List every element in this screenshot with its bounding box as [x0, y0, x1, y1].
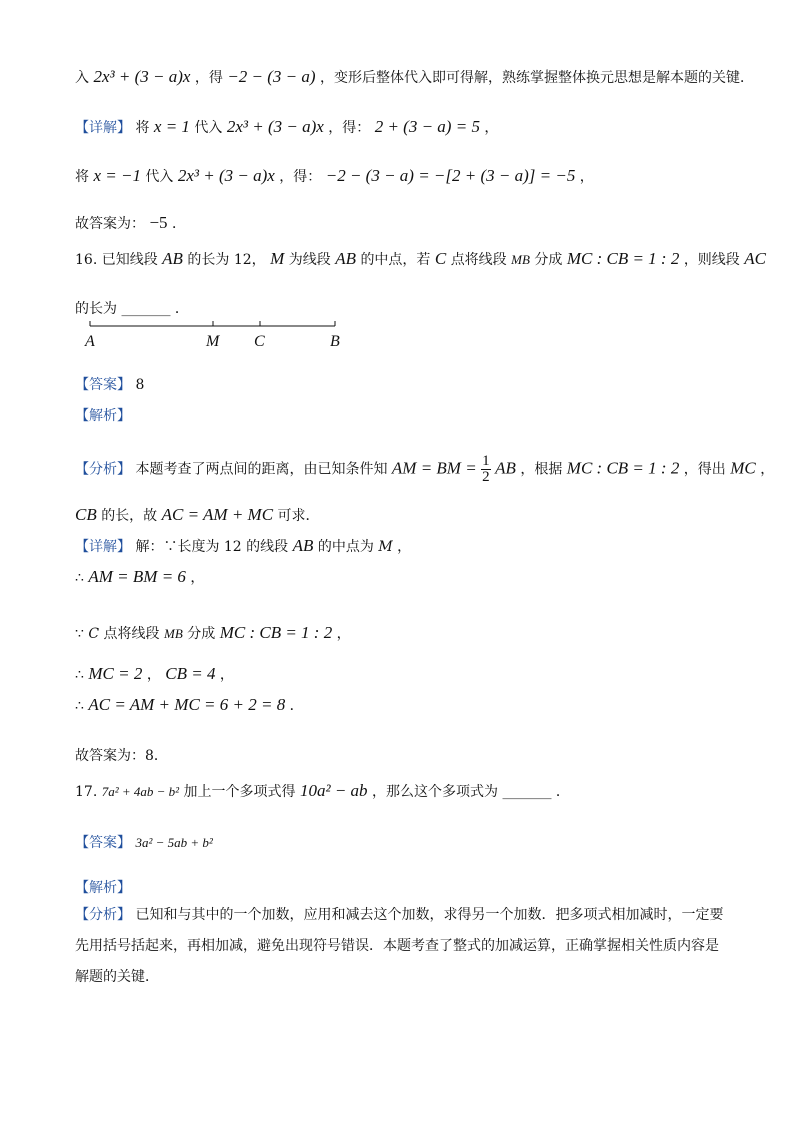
therefore-symbol: ∴: [75, 698, 84, 714]
text: ，得: [194, 70, 223, 86]
text: 的长为 12，: [187, 252, 266, 268]
analysis-tag: 【解析】: [75, 880, 131, 896]
analysis-16: [75, 454, 774, 485]
answer-tag: 【答案】: [75, 835, 131, 851]
text: ，根据: [520, 461, 563, 478]
text-line: [75, 166, 594, 186]
text: 代入: [194, 120, 223, 136]
math-expression: MC : CB = 1 : 2: [566, 458, 680, 478]
text: 分成: [187, 626, 216, 642]
math-expression: CB: [75, 505, 97, 524]
question-16: [75, 249, 766, 269]
math-expression: 2 + (3 − a) = 5: [374, 117, 480, 136]
math-expression: AB: [292, 536, 314, 555]
math-expression: AC = AM + MC: [161, 505, 274, 524]
detail-tag: 【详解】: [75, 120, 131, 136]
text: ，则线段: [683, 252, 740, 268]
math-expression: AC: [744, 249, 766, 268]
step-4: [75, 695, 304, 715]
text: 已知和与其中的一个加数，应用和减去这个加数，求得另一个加数．把多项式相加减时，一定要: [135, 907, 724, 923]
math-expression: MC: [730, 458, 756, 478]
answer-blank: _______: [502, 784, 552, 800]
text: 分成: [534, 252, 563, 268]
math-expression: MB: [511, 252, 530, 267]
text: ，变形后整体代入即可得解，熟练掌握整体换元思想是解本题的关键．: [320, 70, 755, 86]
math-expression: AB: [495, 458, 516, 478]
math-expression: 10a² − ab: [299, 781, 368, 800]
text: 可求．: [277, 508, 320, 524]
text: ，: [219, 667, 234, 683]
text-line: [75, 117, 498, 137]
fraction: [481, 454, 491, 485]
text: ．: [555, 784, 570, 800]
analysis-tag: 【解析】: [75, 408, 131, 424]
text: 故答案为：: [75, 216, 145, 232]
answer-value: 3a² − 5ab + b²: [135, 835, 213, 850]
answer-tag: 【答案】: [75, 377, 131, 393]
text: ．: [289, 698, 304, 714]
detail-tag: 【详解】: [75, 539, 131, 555]
text: 的长为: [75, 301, 117, 317]
text: ，: [190, 570, 205, 586]
math-expression: −5: [149, 213, 168, 232]
fraction-numerator: 1: [482, 453, 490, 469]
text: 本题考查了两点间的距离，由已知条件知: [135, 461, 388, 478]
point-label-a: A: [85, 333, 95, 350]
analysis-17-line2: [75, 935, 719, 955]
question-16-line2: [75, 298, 189, 318]
text: 先用括号括起来，再相加减，避免出现符号错误．本题考查了整式的加减运算，正确掌握相关性质内容是: [75, 938, 719, 954]
text: 的中点，若: [360, 252, 431, 268]
text: ，: [146, 667, 161, 683]
answer-16: [75, 374, 144, 394]
math-expression: 2x³ + (3 − a)x: [226, 117, 324, 136]
math-expression: −2 − (3 − a) = −[2 + (3 − a)] = −5: [325, 166, 576, 185]
math-expression: 2x³ + (3 − a)x: [177, 166, 275, 185]
analysis-17-header: [75, 877, 131, 897]
text: 故答案为：8．: [75, 748, 168, 764]
math-expression: CB = 4: [165, 664, 216, 683]
math-expression: 7a² + 4ab − b²: [101, 784, 180, 799]
point-label-m: M: [206, 333, 220, 350]
math-expression: −2 − (3 − a): [227, 67, 316, 86]
math-expression: AM = BM =: [391, 458, 477, 478]
text: ．: [172, 216, 186, 232]
question-number: 16. 已知线段: [75, 252, 158, 268]
text: ，: [579, 169, 594, 185]
point-label-c: C: [254, 333, 265, 350]
analysis-label: 【分析】: [75, 461, 131, 478]
text: ，: [397, 539, 412, 555]
math-expression: C: [434, 249, 447, 268]
step-5: [75, 745, 168, 765]
text: ，: [336, 626, 351, 642]
text: ，得：: [328, 120, 371, 136]
text: 的长，故: [101, 508, 158, 524]
text: ，: [484, 120, 499, 136]
math-expression: AB: [335, 249, 356, 268]
analysis-17: [75, 904, 723, 924]
text: ，那么这个多项式为: [372, 784, 498, 800]
text-line: [75, 213, 186, 233]
step-1: [75, 567, 204, 587]
math-expression: x = −1: [93, 166, 141, 185]
therefore-symbol: ∴: [75, 667, 84, 683]
step-3: [75, 664, 234, 684]
text: 入: [75, 70, 89, 86]
answer-value: 8: [135, 377, 145, 393]
text-line: [75, 67, 754, 87]
answer-blank: _______: [121, 301, 171, 317]
math-expression: MC : CB = 1 : 2: [219, 623, 333, 642]
math-expression: MC = 2: [88, 664, 143, 683]
text: ，得：: [279, 169, 322, 185]
text: 将: [135, 120, 150, 136]
fraction-denominator: 2: [482, 469, 490, 485]
text: 将: [75, 169, 89, 185]
analysis-17-line3: [75, 966, 159, 986]
step-2: [75, 623, 351, 643]
text: 点将线段: [103, 626, 160, 642]
math-expression: AM = BM = 6: [88, 567, 186, 586]
because-symbol: ∵: [75, 626, 84, 642]
math-expression: AC = AM + MC = 6 + 2 = 8: [88, 695, 286, 714]
question-number: 17.: [75, 784, 98, 800]
text: 加上一个多项式得: [183, 784, 296, 800]
question-17: [75, 781, 570, 801]
math-expression: MC : CB = 1 : 2: [566, 249, 680, 268]
text: 的中点为: [317, 539, 374, 555]
analysis-label: 【分析】: [75, 907, 131, 923]
segment-figure: [80, 318, 360, 352]
text: ，: [760, 461, 775, 478]
detail-16: [75, 536, 411, 556]
math-expression: MB: [164, 626, 183, 641]
text: 代入: [145, 169, 174, 185]
point-label-b: B: [330, 333, 340, 350]
text: 解题的关键．: [75, 969, 159, 985]
math-expression: x = 1: [153, 117, 190, 136]
math-expression: C: [88, 626, 100, 642]
therefore-symbol: ∴: [75, 570, 84, 586]
answer-17: [75, 832, 213, 852]
math-expression: M: [270, 249, 285, 268]
text: 为线段: [288, 252, 331, 268]
math-expression: AB: [162, 249, 183, 268]
analysis-16-header: [75, 405, 131, 425]
text: ，得出: [683, 461, 726, 478]
text: 解：∵长度为 12 的线段: [135, 539, 289, 555]
math-expression: 2x³ + (3 − a)x: [93, 67, 191, 86]
text: 点将线段: [450, 252, 507, 268]
text: ．: [174, 301, 189, 317]
analysis-16-line2: [75, 505, 320, 525]
math-expression: M: [378, 539, 393, 555]
